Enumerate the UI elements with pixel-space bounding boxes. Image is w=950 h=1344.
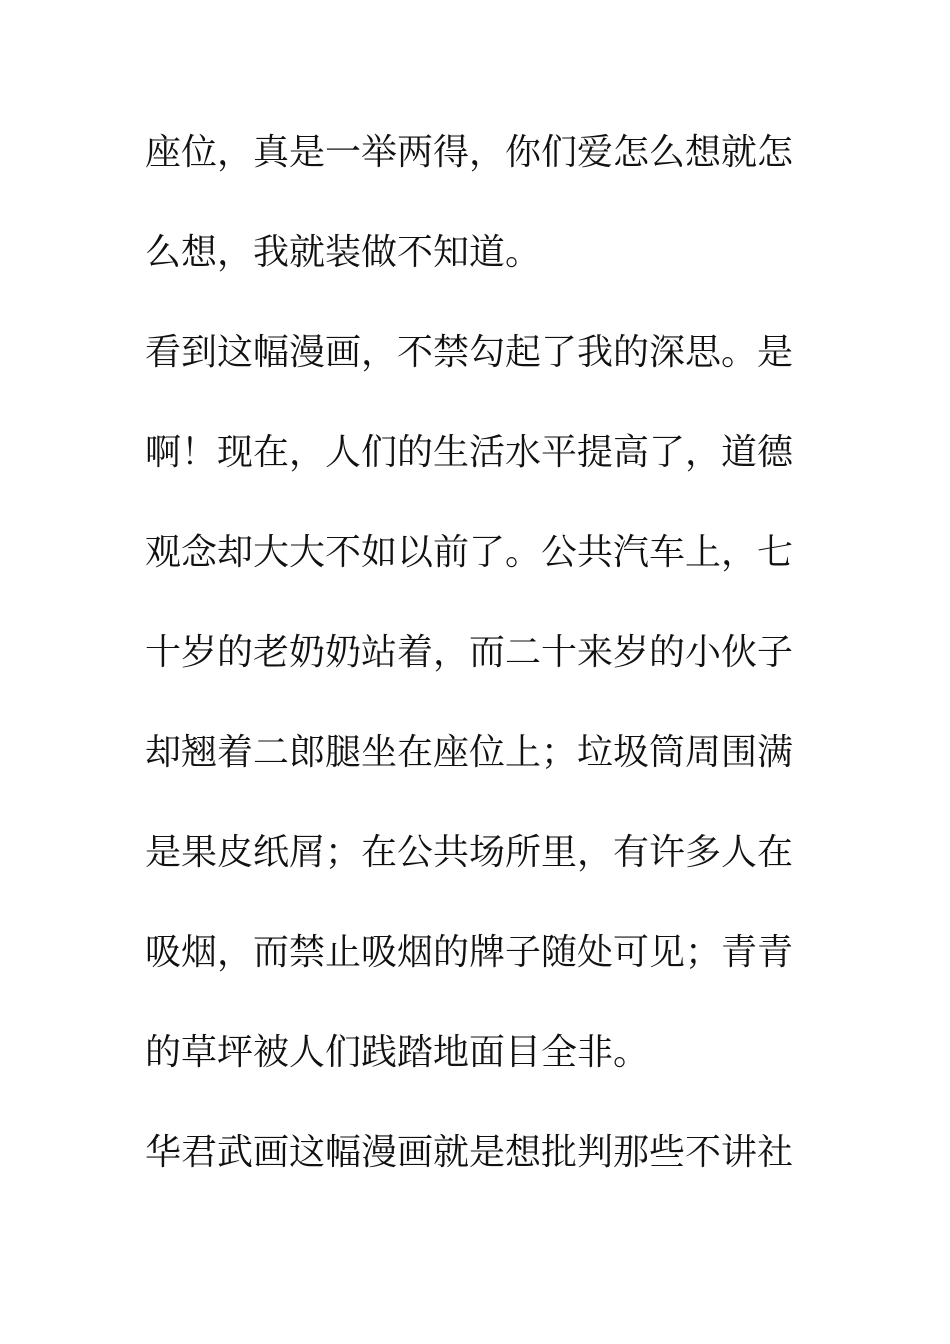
text-line: 吸烟，而禁止吸烟的牌子随处可见；青青 (145, 932, 794, 973)
text-line: 华君武画这幅漫画就是想批判那些不讲社 (145, 1132, 794, 1173)
text-line: 座位，真是一举两得，你们爱怎么想就怎 (145, 132, 794, 173)
text-line: 看到这幅漫画，不禁勾起了我的深思。是 (145, 332, 794, 373)
text-line: 么想，我就装做不知道。 (145, 232, 542, 273)
text-line: 的草坪被人们践踏地面目全非。 (145, 1032, 650, 1073)
text-line: 啊！现在，人们的生活水平提高了，道德 (145, 432, 794, 473)
text-line: 却翘着二郎腿坐在座位上；垃圾筒周围满 (145, 732, 794, 773)
text-line: 观念却大大不如以前了。公共汽车上，七 (145, 532, 794, 573)
text-line: 是果皮纸屑；在公共场所里，有许多人在 (145, 832, 794, 873)
text-line: 十岁的老奶奶站着，而二十来岁的小伙子 (145, 632, 794, 673)
